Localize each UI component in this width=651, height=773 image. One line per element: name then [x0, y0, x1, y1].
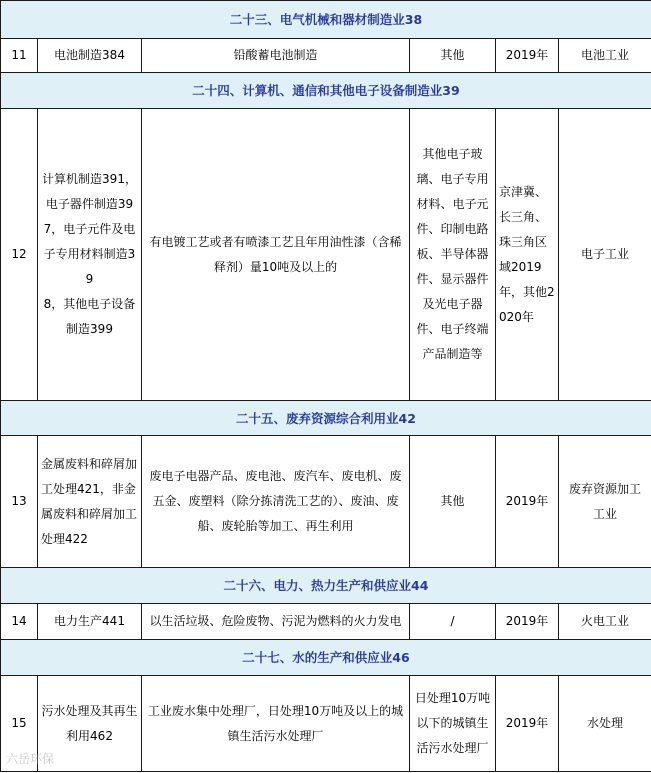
- category-line: 废弃资源加工: [568, 481, 641, 496]
- process-cell: [142, 436, 410, 568]
- region-cell: [410, 109, 496, 401]
- industry-line: 利用462: [66, 728, 113, 743]
- region-line: 其他电子玻: [422, 147, 483, 161]
- process-cell: 铅酸蓄电池制造: [142, 39, 410, 73]
- region-line: 件、电子终端: [416, 322, 489, 336]
- year-cell: 2019年: [496, 436, 559, 568]
- year-cell: 2019年: [496, 39, 559, 73]
- region-line: 材料、电子元: [416, 197, 489, 211]
- section-title: 二十五、废弃资源综合利用业42: [1, 401, 651, 436]
- industry-cell: 电池制造384: [38, 39, 142, 73]
- category-cell: 电池工业: [559, 39, 651, 73]
- row-number: 11: [1, 39, 38, 73]
- region-cell: [410, 676, 496, 772]
- section-title: 二十四、计算机、通信和其他电子设备制造业39: [1, 73, 651, 109]
- region-line: 日处理10万吨: [414, 691, 491, 705]
- industry-line: 计算机制造391，: [42, 172, 137, 186]
- region-line: 件、显示器件: [416, 272, 489, 286]
- process-line: 有电镀工艺或者有喷漆工艺且年用油性漆（含稀: [149, 234, 402, 249]
- category-cell: [559, 436, 651, 568]
- year-cell: [496, 109, 559, 401]
- industry-line: 属废料和碎屑加工: [41, 506, 138, 521]
- section-row: [1, 401, 651, 436]
- table-row: [1, 436, 651, 568]
- table-row: [1, 109, 651, 401]
- industry-line: 工处理421，非金: [41, 481, 136, 496]
- industry-cell: [38, 109, 142, 401]
- year-line: 020年: [499, 309, 534, 324]
- section-row: [1, 640, 651, 676]
- watermark: [6, 750, 54, 767]
- section-title: 二十六、电力、热力生产和供应业44: [1, 568, 651, 604]
- year-line: 年，其他2: [499, 284, 555, 299]
- section-row: [1, 73, 651, 109]
- process-line: 五金、废塑料（除分拣清洗工艺的）、废油、废: [152, 494, 399, 508]
- region-line: 件、印制电路: [416, 222, 489, 236]
- process-cell: [142, 109, 410, 401]
- row-number: 13: [1, 436, 38, 568]
- category-cell: 火电工业: [559, 604, 651, 640]
- section-title: 二十七、水的生产和供应业46: [1, 640, 651, 676]
- year-line: 京津冀、: [499, 184, 548, 199]
- process-line: 镇生活污水处理厂: [227, 728, 324, 743]
- process-line: 废电子电器产品、废电池、废汽车、废电机、废: [149, 469, 402, 483]
- category-cell: 水处理: [559, 676, 651, 772]
- table-row: [1, 604, 651, 640]
- year-cell: 2019年: [496, 676, 559, 772]
- industry-line: 金属废料和碎屑加: [41, 456, 138, 471]
- region-line: 以下的城镇生: [416, 716, 489, 730]
- region-cell: /: [410, 604, 496, 640]
- section-row: [1, 568, 651, 604]
- year-line: 域2019: [499, 259, 542, 274]
- region-cell: 其他: [410, 39, 496, 73]
- category-cell: 电子工业: [559, 109, 651, 401]
- industry-line: 子专用材料制造39: [43, 247, 136, 286]
- region-line: 璃、电子专用: [416, 172, 489, 186]
- industry-line: 处理422: [41, 531, 88, 546]
- industry-cell: [38, 436, 142, 568]
- year-line: 长三角、: [499, 209, 548, 224]
- process-cell: [142, 676, 410, 772]
- region-cell: 其他: [410, 436, 496, 568]
- table-row: [1, 676, 651, 772]
- process-line: 释剂）量10吨及以上的: [213, 259, 338, 274]
- region-line: 及光电子器: [422, 297, 483, 311]
- section-title: 二十三、电气机械和器材制造业38: [1, 1, 651, 39]
- industry-cell: 电力生产441: [38, 604, 142, 640]
- industry-line: 7，电子元件及电: [43, 222, 136, 236]
- year-cell: 2019年: [496, 604, 559, 640]
- region-line: 产品制造等: [422, 347, 483, 361]
- process-cell: 以生活垃圾、危险废物、污泥为燃料的火力发电: [142, 604, 410, 640]
- process-line: 船、废轮胎等加工、再生利用: [197, 519, 354, 533]
- row-number: 12: [1, 109, 38, 401]
- category-line: 工业: [592, 506, 617, 521]
- watermark-text: 六岳环保: [6, 752, 55, 766]
- section-row: [1, 1, 651, 39]
- industry-line: 电子器件制造39: [45, 197, 134, 211]
- region-line: 板、半导体器: [416, 247, 489, 261]
- region-line: 活污水处理厂: [416, 741, 489, 755]
- year-line: 珠三角区: [499, 234, 548, 249]
- row-number: 15: [1, 676, 38, 772]
- table-row: [1, 39, 651, 73]
- industry-line: 制造399: [66, 322, 113, 336]
- process-line: 工业废水集中处理厂，日处理10万吨及以上的城: [147, 703, 404, 718]
- industry-line: 污水处理及其再生: [41, 703, 138, 718]
- row-number: 14: [1, 604, 38, 640]
- industry-line: 8，其他电子设备: [43, 297, 136, 311]
